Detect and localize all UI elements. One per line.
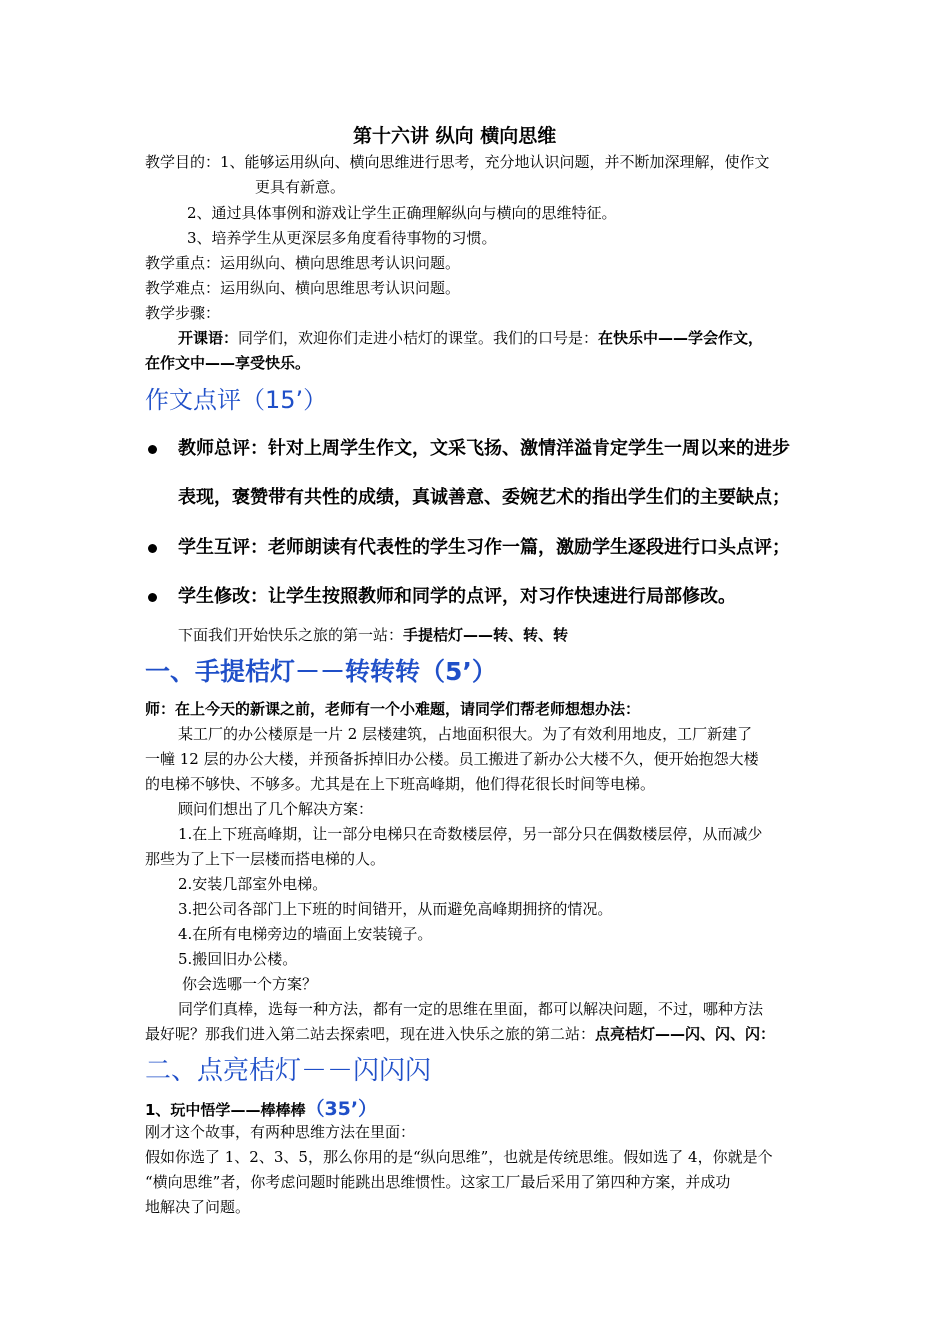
transition-bold: 手提桔灯——转、转、转 (403, 626, 569, 644)
difficulty: 教学难点：运用纵向、横向思维思考认识问题。 (145, 279, 461, 297)
review-bullet-1: 教师总评：针对上周学生作文，文采飞扬、激情洋溢肯定学生一周以来的进步 (178, 438, 790, 459)
opening-text: 同学们，欢迎你们走进小桔灯的课堂。我们的口号是： (238, 329, 599, 347)
method-line-3: 地解决了问题。 (145, 1198, 251, 1216)
bullet-icon (148, 544, 157, 553)
bullet-icon (148, 445, 157, 454)
option-1: 1.在上下班高峰期，让一部分电梯只在奇数楼层停，另一部分只在偶数楼层停，从而减少 (178, 825, 763, 843)
option-4: 4.在所有电梯旁边的墙面上安装镜子。 (178, 925, 433, 943)
review-bullet-2: 学生互评：老师朗读有代表性的学生习作一篇，激励学生逐段进行口头点评； (178, 537, 790, 558)
objective-3: 3、培养学生从更深层多角度看待事物的习惯。 (187, 229, 497, 247)
key-point: 教学重点：运用纵向、横向思维思考认识问题。 (145, 254, 461, 272)
option-1-cont: 那些为了上下一层楼而搭电梯的人。 (145, 850, 386, 868)
section-2-heading: 二、点亮桔灯－－闪闪闪 (145, 1056, 432, 1086)
praise-line-2 (145, 1024, 775, 1044)
subsection-time: （35’） (305, 1098, 378, 1120)
review-bullet-3: 学生修改：让学生按照教师和同学的点评，对习作快速进行局部修改。 (178, 586, 736, 607)
transition-text: 下面我们开始快乐之旅的第一站： (178, 626, 404, 644)
choice-question: 你会选哪一个方案？ (182, 975, 318, 993)
review-bullet-1-cont: 表现，褒赞带有共性的成绩，真诚善意、委婉艺术的指出学生们的主要缺点； (178, 487, 790, 508)
solutions-intro: 顾问们想出了几个解决方案： (178, 800, 374, 818)
objective-2: 2、通过具体事例和游戏让学生正确理解纵向与横向的思维特征。 (187, 204, 617, 222)
objective-1: 教学目的：1、能够运用纵向、横向思维进行思考，充分地认识问题，并不断加深理解，使作文 (145, 153, 770, 171)
subsection-heading (145, 1096, 377, 1123)
opening-label: 开课语： (178, 329, 239, 347)
transition-line (178, 625, 568, 645)
praise-text: 最好呢？那我们进入第二站去探索吧，现在进入快乐之旅的第二站： (145, 1025, 596, 1043)
opening-slogan: 在快乐中——学会作文， (598, 329, 764, 347)
section-review-heading: 作文点评（15’） (145, 386, 328, 414)
method-intro: 刚才这个故事，有两种思维方法在里面： (145, 1123, 416, 1141)
bullet-icon (148, 593, 157, 602)
story-line-3: 的电梯不够快、不够多。尤其是在上下班高峰期，他们得花很长时间等电梯。 (145, 775, 656, 793)
method-line-1: 假如你选了 1、2、3、5，那么你用的是“纵向思维”，也就是传统思维。假如选了 4，你就是个 (145, 1148, 773, 1166)
option-3: 3.把公司各部门上下班的时间错开，从而避免高峰期拥挤的情况。 (178, 900, 613, 918)
option-5: 5.搬回旧办公楼。 (178, 950, 298, 968)
opening-slogan-cont: 在作文中——享受快乐。 (145, 354, 311, 372)
steps-label: 教学步骤： (145, 304, 221, 322)
option-2: 2.安装几部室外电梯。 (178, 875, 328, 893)
story-line-1: 某工厂的办公楼原是一片 2 层楼建筑，占地面积很大。为了有效利用地皮，工厂新建了 (178, 725, 753, 743)
objective-1-cont: 更具有新意。 (255, 178, 346, 196)
teacher-question: 师：在上今天的新课之前，老师有一个小难题，请同学们帮老师想想办法： (145, 700, 641, 718)
method-line-2: “横向思维”者，你考虑问题时能跳出思维惯性。这家工厂最后采用了第四种方案，并成功 (145, 1173, 731, 1191)
praise-line-1: 同学们真棒，选每一种方法，都有一定的思维在里面，都可以解决问题，不过，哪种方法 (178, 1000, 764, 1018)
page-title: 第十六讲 纵向 横向思维 (353, 125, 557, 147)
praise-bold: 点亮桔灯——闪、闪、闪： (595, 1025, 776, 1043)
story-line-2: 一幢 12 层的办公大楼，并预备拆掉旧办公楼。员工搬进了新办公大楼不久，便开始抱怨大楼 (145, 750, 759, 768)
section-1-heading: 一、手提桔灯－－转转转（5’） (145, 657, 497, 686)
opening-paragraph (178, 328, 763, 348)
subsection-label: 1、玩中悟学——棒棒棒 (145, 1101, 306, 1119)
